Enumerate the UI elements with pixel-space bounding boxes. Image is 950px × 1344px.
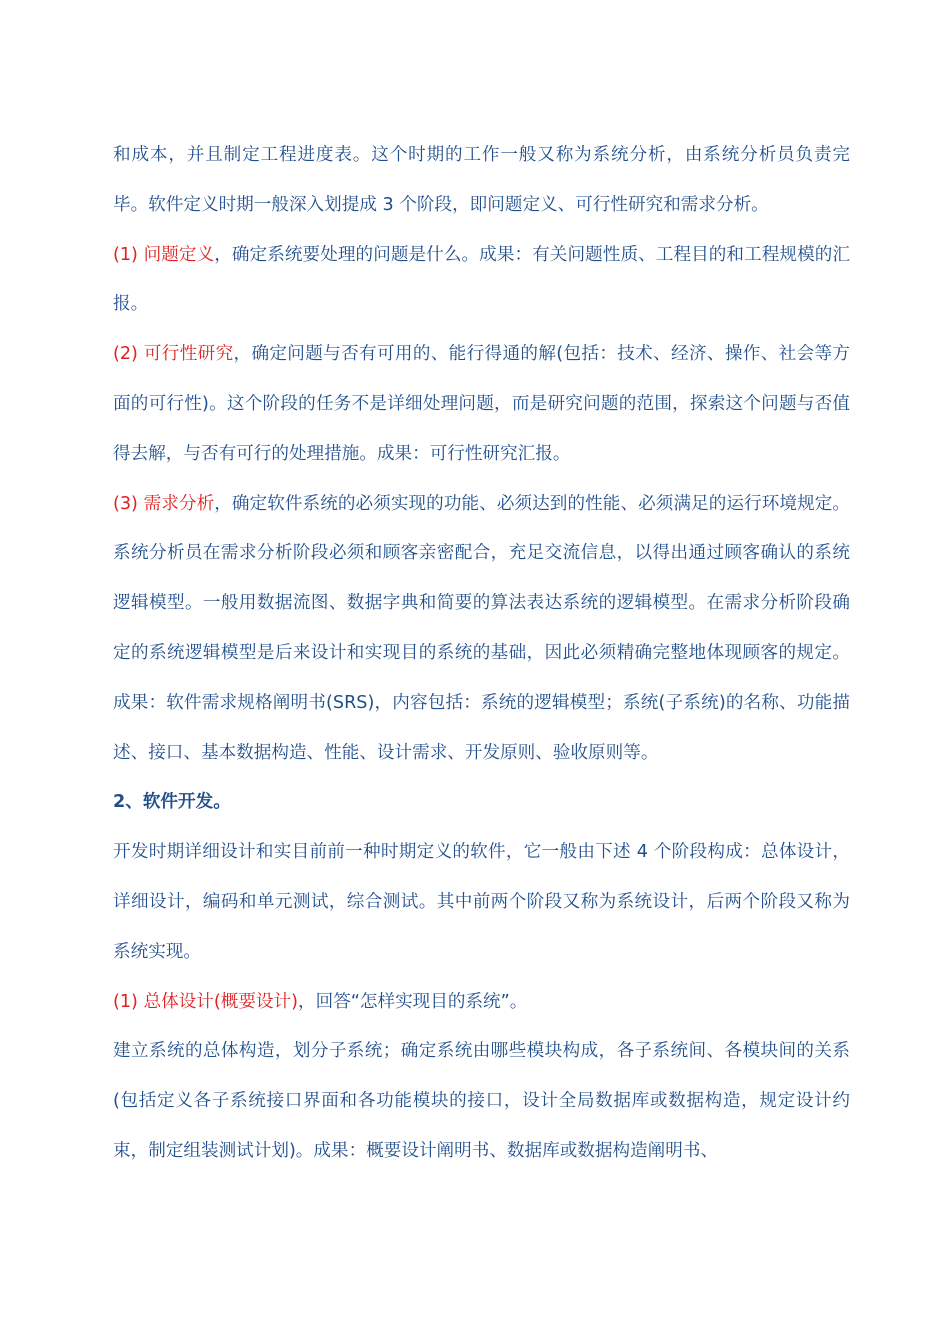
paragraph-text: 建立系统的总体构造，划分子系统；确定系统由哪些模块构成，各子系统间、各模块间的关系(包括定义各子系统接口界面和各功能模块的接口，设计全局数据库或数据构造，规定设计约束，制定组装测试计划)。成果：概要设计阐明书、数据库或数据构造阐明书、: [113, 1041, 850, 1161]
paragraph-intro: [113, 131, 850, 231]
term-highlight: (2) 可行性研究: [113, 344, 234, 365]
paragraph-text: ，回答“怎样实现目的系统”。: [298, 991, 528, 1012]
term-highlight: (1) 总体设计(概要设计): [113, 991, 298, 1012]
paragraph-problem-definition: [113, 231, 850, 331]
paragraph-text: ，确定软件系统的必须实现的功能、必须达到的性能、必须满足的运行环境规定。系统分析员在需求分析阶段必须和顾客亲密配合，充足交流信息，以得出通过顾客确认的系统逻辑模型。一般用数据流图、数据字典和简要的算法表达系统的逻辑模型。在需求分析阶段确定的系统逻辑模型是后来设计和实现目的系统的基础，因此必须精确完整地体现顾客的规定。成果：软件需求规格阐明书(SRS)，内容包括：系统的逻辑模型；系统(子系统)的名称、功能描述、接口、基本数据构造、性能、设计需求、开发原则、验收原则等。: [113, 493, 850, 763]
paragraph-development-intro: [113, 828, 850, 977]
term-highlight: (1) 问题定义: [113, 244, 215, 265]
term-highlight: (3) 需求分析: [113, 493, 215, 514]
paragraph-text: ，确定问题与否有可用的、能行得通的解(包括：技术、经济、操作、社会等方面的可行性)。这个阶段的任务不是详细处理问题，而是研究问题的范围，探索这个问题与否值得去解，与否有可行的处理措施。成果：可行性研究汇报。: [113, 344, 851, 464]
section-heading: 2、软件开发。: [113, 792, 231, 813]
paragraph-text: ，确定系统要处理的问题是什么。成果：有关问题性质、工程目的和工程规模的汇报。: [113, 244, 850, 315]
paragraph-text: 和成本，并且制定工程进度表。这个时期的工作一般又称为系统分析，由系统分析员负责完毕。软件定义时期一般深入划提成 3 个阶段，即问题定义、可行性研究和需求分析。: [113, 145, 850, 215]
paragraph-overall-design: [113, 978, 850, 1028]
paragraph-feasibility-study: [113, 330, 850, 479]
paragraph-text: 开发时期详细设计和实目前前一种时期定义的软件，它一般由下述 4 个阶段构成：总体设计，详细设计，编码和单元测试，综合测试。其中前两个阶段又称为系统设计，后两个阶段又称为系统实现。: [113, 842, 850, 962]
paragraph-requirements-analysis: [113, 480, 850, 779]
paragraph-overall-design-detail: [113, 1027, 850, 1176]
